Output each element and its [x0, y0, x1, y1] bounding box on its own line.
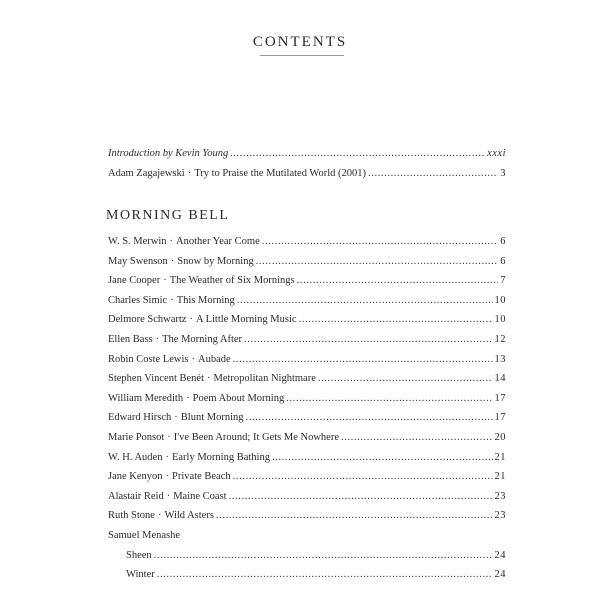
entry-author: Edward Hirsch: [108, 412, 172, 424]
dot-leader: [237, 295, 493, 306]
dot-leader: [229, 491, 493, 502]
entry-author: Alastair Reid: [108, 490, 164, 502]
entry-title: Try to Praise the Mutilated World (2001): [194, 167, 366, 179]
toc-entry: [108, 471, 506, 491]
entry-title: The Weather of Six Mornings: [169, 275, 295, 287]
entry-author: W. H. Auden: [108, 451, 163, 463]
entry-page: 3: [500, 167, 506, 179]
entry-separator: ·: [157, 510, 162, 522]
entry-separator: ·: [186, 392, 190, 404]
dot-leader: [246, 412, 493, 423]
dot-leader: [262, 236, 499, 247]
entry-author: Ellen Bass: [108, 333, 153, 345]
toc-entry: [108, 148, 506, 168]
dot-leader: [299, 314, 493, 325]
entry-author: William Meredith: [108, 392, 184, 404]
dot-leader: [272, 452, 493, 463]
entry-separator: ·: [163, 275, 167, 287]
toc-entry: [108, 393, 506, 413]
entry-separator: ·: [170, 255, 175, 267]
entry-separator: ·: [207, 373, 211, 385]
group-author: Samuel Menashe: [108, 529, 181, 541]
entry-separator: ·: [189, 314, 193, 326]
entry-separator: ·: [187, 167, 192, 179]
entry-page: 17: [494, 412, 506, 424]
entry-author: W. S. Merwin: [108, 236, 167, 247]
entry-page: 10: [494, 294, 506, 306]
toc-entry: [108, 412, 506, 432]
entry-page: 14: [494, 373, 506, 385]
entry-title: Aubade: [198, 353, 231, 365]
dot-leader: [256, 256, 499, 267]
entry-page: 10: [494, 314, 506, 326]
dot-leader: [233, 354, 493, 365]
entry-separator: ·: [165, 471, 170, 483]
entry-author: Jane Cooper: [108, 275, 161, 287]
subentry-title: Sheen: [126, 549, 152, 561]
dot-leader: [244, 334, 492, 345]
toc-entry: [108, 510, 506, 530]
entry-page: 12: [494, 333, 506, 345]
toc-entry: [108, 295, 506, 315]
entry-separator: ·: [174, 412, 178, 424]
entry-page: 17: [494, 392, 506, 404]
entry-page: 23: [494, 490, 506, 502]
toc-entry: [108, 256, 506, 276]
dot-leader: [341, 432, 493, 443]
entry-author: Delmore Schwartz: [108, 314, 187, 326]
section-heading: MORNING BELL: [106, 208, 230, 223]
dot-leader: [297, 275, 499, 286]
toc-group-author: [108, 530, 506, 550]
entry-separator: ·: [165, 451, 169, 463]
front-matter-list: [108, 148, 506, 187]
entry-page: 24: [494, 569, 506, 581]
subentry-title: Winter: [126, 569, 155, 581]
entry-title: Snow by Morning: [177, 255, 254, 267]
toc-entry: [108, 334, 506, 354]
entry-page: 23: [494, 510, 506, 522]
entry-title: Another Year Come: [176, 236, 260, 247]
entry-separator: ·: [170, 294, 174, 306]
entry-author: Introduction by Kevin Young: [108, 148, 229, 159]
heading-underline: [260, 55, 344, 56]
entry-title: The Morning After: [162, 333, 243, 345]
toc-entry: [108, 373, 506, 393]
entry-author: Charles Simic: [108, 294, 168, 306]
entry-page: 20: [494, 431, 506, 443]
entry-page: 13: [494, 353, 506, 365]
toc-entry: [108, 168, 506, 188]
entry-page: 21: [494, 471, 506, 483]
section-entry-list: [108, 236, 506, 589]
entry-title: Wild Asters: [164, 510, 214, 522]
entry-title: A Little Morning Music: [195, 314, 297, 326]
entry-page: 21: [494, 451, 506, 463]
entry-title: This Morning: [176, 294, 235, 306]
entry-author: Robin Coste Lewis: [108, 353, 189, 365]
entry-separator: ·: [169, 236, 174, 247]
dot-leader: [157, 569, 493, 580]
entry-page: 7: [500, 275, 506, 287]
dot-leader: [216, 510, 493, 521]
entry-separator: ·: [166, 490, 171, 502]
toc-entry: [108, 354, 506, 374]
entry-page: 6: [500, 236, 506, 247]
entry-author: Ruth Stone: [108, 510, 155, 522]
entry-title: I've Been Around; It Gets Me Nowhere: [173, 431, 339, 443]
entry-separator: ·: [191, 353, 195, 365]
entry-separator: ·: [155, 333, 160, 345]
entry-title: Metropolitan Nightmare: [213, 373, 316, 385]
contents-heading: CONTENTS: [252, 34, 348, 50]
entry-page: xxxi: [487, 148, 506, 159]
entry-title: Private Beach: [172, 471, 231, 483]
entry-page: 24: [494, 549, 506, 561]
entry-page: 6: [500, 255, 506, 267]
toc-entry: [108, 236, 506, 256]
entry-title: Early Morning Bathing: [171, 451, 270, 463]
toc-entry: [108, 432, 506, 452]
dot-leader: [230, 148, 485, 159]
entry-title: Poem About Morning: [192, 392, 285, 404]
dot-leader: [368, 168, 498, 179]
toc-subentry: [108, 550, 506, 570]
dot-leader: [154, 550, 493, 561]
toc-entry: [108, 491, 506, 511]
entry-author: Marie Ponsot: [108, 431, 165, 443]
toc-entry: [108, 314, 506, 334]
dot-leader: [286, 393, 492, 404]
entry-author: Adam Zagajewski: [108, 167, 185, 179]
entry-separator: ·: [167, 431, 171, 443]
entry-author: May Swenson: [108, 255, 168, 267]
dot-leader: [233, 471, 493, 482]
toc-entry: [108, 275, 506, 295]
entry-author: Jane Kenyon: [108, 471, 163, 483]
entry-title: Blunt Morning: [180, 412, 244, 424]
entry-author: Stephen Vincent Benét: [108, 373, 204, 385]
toc-subentry: [108, 569, 506, 589]
toc-entry: [108, 452, 506, 472]
dot-leader: [318, 373, 493, 384]
entry-title: Maine Coast: [173, 490, 227, 502]
